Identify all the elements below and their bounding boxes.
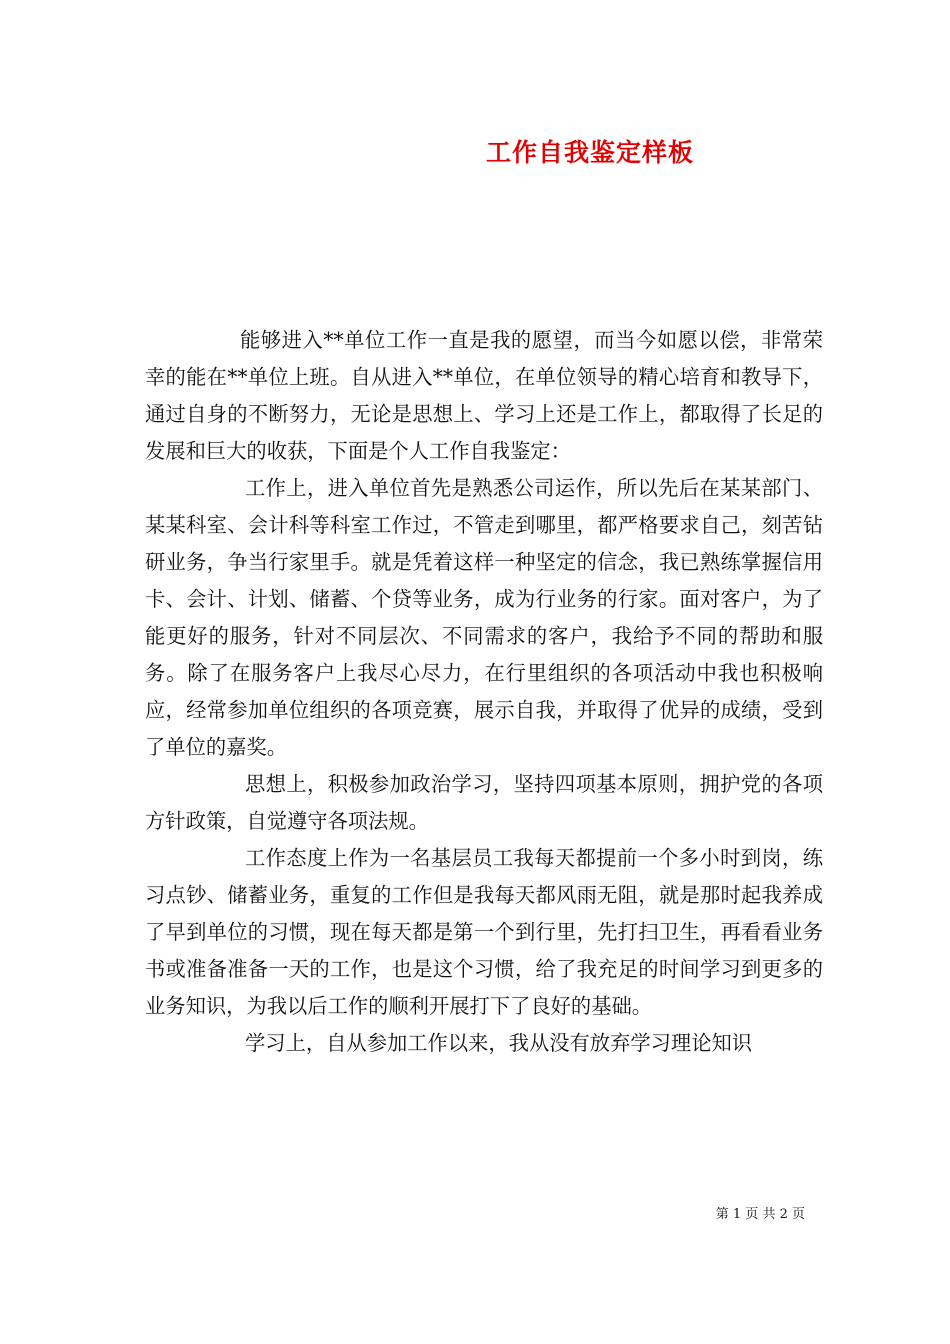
paragraph-attitude: 工作态度上作为一名基层员工我每天都提前一个多小时到岗，练习点钞、储蓄业务，重复的工作但是我每天都风雨无阻，就是那时起我养成了早到单位的习惯，现在每天都是第一个到行里，先打扫卫生，再看看业务书或准备准备一天的工作，也是这个习惯，给了我充足的时间学习到更多的业务知识，为我以后工作的顺利开展打下了良好的基础。 xyxy=(145,846,823,1018)
paragraph-study: 学习上，自从参加工作以来，我从没有放弃学习理论知识 xyxy=(245,1031,753,1055)
paragraph-intro: 能够进入**单位工作一直是我的愿望，而当今如愿以偿，非常荣幸的能在**单位上班。自从进入**单位，在单位领导的精心培育和教导下，通过自身的不断努力，无论是思想上、学习上还是工作上，都取得了长足的发展和巨大的收获，下面是个人工作自我鉴定： xyxy=(145,328,823,463)
page-title: 工作自我鉴定样板 xyxy=(485,138,694,167)
page-number: 第 1 页 共 2 页 xyxy=(715,1207,805,1222)
document-body xyxy=(145,322,823,1062)
paragraph-ideology: 思想上，积极参加政治学习，坚持四项基本原则，拥护党的各项方针政策，自觉遵守各项法规。 xyxy=(145,772,823,833)
paragraph-work: 工作上，进入单位首先是熟悉公司运作，所以先后在某某部门、某某科室、会计科等科室工作过，不管走到哪里，都严格要求自己，刻苦钻研业务，争当行家里手。就是凭着这样一种坚定的信念，我已熟练掌握信用卡、会计、计划、储蓄、个贷等业务，成为行业务的行家。面对客户，为了能更好的服务，针对不同层次、不同需求的客户，我给予不同的帮助和服务。除了在服务客户上我尽心尽力，在行里组织的各项活动中我也积极响应，经常参加单位组织的各项竞赛，展示自我，并取得了优异的成绩，受到了单位的嘉奖。 xyxy=(145,476,823,759)
